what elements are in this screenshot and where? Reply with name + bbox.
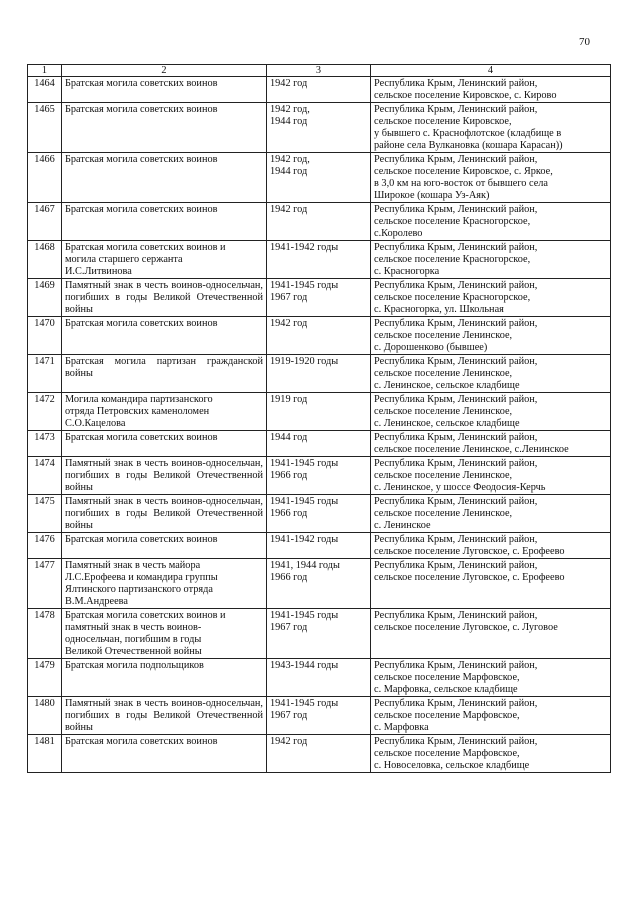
table-row <box>28 77 611 103</box>
row-number-cell: 1469 <box>28 279 62 317</box>
monument-name-cell: Памятный знак в честь воинов-односельчан, погибших в годы Великой Отечественной войны <box>62 457 267 495</box>
location-cell: Республика Крым, Ленинский район, сельское поселение Марфовское, с. Новоселовка, сельское кладбище <box>371 735 611 773</box>
row-number-cell: 1478 <box>28 609 62 659</box>
table-row <box>28 457 611 495</box>
row-number-cell: 1464 <box>28 77 62 103</box>
row-number-cell: 1470 <box>28 317 62 355</box>
date-cell: 1942 год <box>267 317 371 355</box>
location-cell: Республика Крым, Ленинский район, сельское поселение Ленинское, с. Дорошенково (бывшее) <box>371 317 611 355</box>
location-cell: Республика Крым, Ленинский район, сельское поселение Луговское, с. Ерофеево <box>371 559 611 609</box>
monument-name-cell: Могила командира партизанского отряда Петровских каменоломен С.О.Кацелова <box>62 393 267 431</box>
location-cell: Республика Крым, Ленинский район, сельское поселение Ленинское, с. Ленинское <box>371 495 611 533</box>
monument-name-cell: Братская могила советских воинов <box>62 153 267 203</box>
table-row <box>28 431 611 457</box>
table-row <box>28 153 611 203</box>
date-cell: 1942 год <box>267 77 371 103</box>
row-number-cell: 1479 <box>28 659 62 697</box>
table-row <box>28 609 611 659</box>
location-cell: Республика Крым, Ленинский район, сельское поселение Ленинское, с. Ленинское, сельское кладбище <box>371 355 611 393</box>
row-number-cell: 1475 <box>28 495 62 533</box>
column-header: 1 <box>28 65 62 77</box>
monument-name-cell: Памятный знак в честь воинов-односельчан, погибших в годы Великой Отечественной войны <box>62 495 267 533</box>
date-cell: 1941-1945 годы 1967 год <box>267 609 371 659</box>
date-cell: 1941-1942 годы <box>267 533 371 559</box>
table-row <box>28 317 611 355</box>
row-number-cell: 1465 <box>28 103 62 153</box>
location-cell: Республика Крым, Ленинский район, сельское поселение Ленинское, с. Ленинское, сельское кладбище <box>371 393 611 431</box>
date-cell: 1942 год, 1944 год <box>267 153 371 203</box>
monument-name-cell: Памятный знак в честь воинов-односельчан, погибших в годы Великой Отечественной войны <box>62 697 267 735</box>
date-cell: 1941-1945 годы 1966 год <box>267 457 371 495</box>
row-number-cell: 1473 <box>28 431 62 457</box>
table-row <box>28 495 611 533</box>
column-header: 4 <box>371 65 611 77</box>
date-cell: 1941-1945 годы 1967 год <box>267 279 371 317</box>
row-number-cell: 1472 <box>28 393 62 431</box>
monument-name-cell: Братская могила советских воинов <box>62 203 267 241</box>
row-number-cell: 1476 <box>28 533 62 559</box>
monument-name-cell: Братская могила подпольщиков <box>62 659 267 697</box>
monument-name-cell: Братская могила советских воинов <box>62 533 267 559</box>
monument-name-cell: Братская могила партизан гражданской войны <box>62 355 267 393</box>
row-number-cell: 1480 <box>28 697 62 735</box>
table-row <box>28 659 611 697</box>
date-cell: 1941-1942 годы <box>267 241 371 279</box>
table-row <box>28 103 611 153</box>
location-cell: Республика Крым, Ленинский район, сельское поселение Красногорское, с. Красногорка, ул. Школьная <box>371 279 611 317</box>
row-number-cell: 1467 <box>28 203 62 241</box>
date-cell: 1942 год <box>267 203 371 241</box>
location-cell: Республика Крым, Ленинский район, сельское поселение Ленинское, с.Ленинское <box>371 431 611 457</box>
date-cell: 1942 год <box>267 735 371 773</box>
date-cell: 1941, 1944 годы 1966 год <box>267 559 371 609</box>
location-cell: Республика Крым, Ленинский район, сельское поселение Марфовское, с. Марфовка <box>371 697 611 735</box>
table-row <box>28 735 611 773</box>
table-row <box>28 697 611 735</box>
monument-name-cell: Братская могила советских воинов <box>62 77 267 103</box>
monument-name-cell: Братская могила советских воинов <box>62 431 267 457</box>
table-row <box>28 203 611 241</box>
location-cell: Республика Крым, Ленинский район, сельское поселение Красногорское, с. Красногорка <box>371 241 611 279</box>
row-number-cell: 1477 <box>28 559 62 609</box>
table-header-row <box>28 65 611 77</box>
location-cell: Республика Крым, Ленинский район, сельское поселение Кировское, с. Кирово <box>371 77 611 103</box>
location-cell: Республика Крым, Ленинский район, сельское поселение Кировское, у бывшего с. Краснофлотское (кладбище в районе села Вулкановка (кошара Карасан)) <box>371 103 611 153</box>
row-number-cell: 1468 <box>28 241 62 279</box>
location-cell: Республика Крым, Ленинский район, сельское поселение Луговское, с. Ерофеево <box>371 533 611 559</box>
row-number-cell: 1471 <box>28 355 62 393</box>
location-cell: Республика Крым, Ленинский район, сельское поселение Красногорское, с.Королево <box>371 203 611 241</box>
row-number-cell: 1474 <box>28 457 62 495</box>
date-cell: 1919-1920 годы <box>267 355 371 393</box>
table-row <box>28 533 611 559</box>
date-cell: 1942 год, 1944 год <box>267 103 371 153</box>
date-cell: 1919 год <box>267 393 371 431</box>
page-number: 70 <box>579 36 590 48</box>
date-cell: 1943-1944 годы <box>267 659 371 697</box>
table-row <box>28 559 611 609</box>
monument-name-cell: Братская могила советских воинов <box>62 735 267 773</box>
location-cell: Республика Крым, Ленинский район, сельское поселение Марфовское, с. Марфовка, сельское кладбище <box>371 659 611 697</box>
monument-name-cell: Братская могила советских воинов и памятный знак в честь воинов- односельчан, погибшим в годы Великой Отечественной войны <box>62 609 267 659</box>
monuments-table <box>27 64 611 773</box>
location-cell: Республика Крым, Ленинский район, сельское поселение Ленинское, с. Ленинское, у шоссе Феодосия-Керчь <box>371 457 611 495</box>
date-cell: 1941-1945 годы 1966 год <box>267 495 371 533</box>
table-row <box>28 393 611 431</box>
row-number-cell: 1466 <box>28 153 62 203</box>
monument-name-cell: Братская могила советских воинов и могила старшего сержанта И.С.Литвинова <box>62 241 267 279</box>
table-row <box>28 355 611 393</box>
table-row <box>28 279 611 317</box>
monument-name-cell: Братская могила советских воинов <box>62 103 267 153</box>
column-header: 2 <box>62 65 267 77</box>
monument-name-cell: Памятный знак в честь воинов-односельчан, погибших в годы Великой Отечественной войны <box>62 279 267 317</box>
location-cell: Республика Крым, Ленинский район, сельское поселение Луговское, с. Луговое <box>371 609 611 659</box>
date-cell: 1941-1945 годы 1967 год <box>267 697 371 735</box>
monument-name-cell: Памятный знак в честь майора Л.С.Ерофеева и командира группы Ялтинского партизанского отряда В.М.Андреева <box>62 559 267 609</box>
monument-name-cell: Братская могила советских воинов <box>62 317 267 355</box>
location-cell: Республика Крым, Ленинский район, сельское поселение Кировское, с. Яркое, в 3,0 км на юго-восток от бывшего села Широкое (кошара Уз-Аяк) <box>371 153 611 203</box>
date-cell: 1944 год <box>267 431 371 457</box>
column-header: 3 <box>267 65 371 77</box>
table-row <box>28 241 611 279</box>
table-body <box>28 77 611 773</box>
row-number-cell: 1481 <box>28 735 62 773</box>
